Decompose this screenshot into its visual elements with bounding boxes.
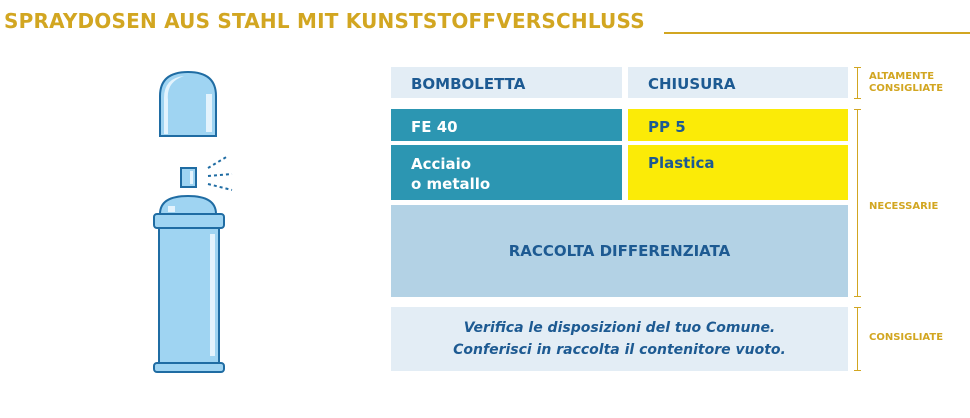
code-pp5: PP 5 [628,109,848,141]
raccolta-differenziata [391,205,848,297]
header-bomboletta: BOMBOLETTA [391,67,622,98]
note-line-1: Verifica le disposizioni del tuo Comune. [463,320,776,336]
header-chiusura: CHIUSURA [628,67,848,98]
note-box [391,307,848,371]
note-line-2: Conferisci in raccolta il contenitore vuoto. [453,342,786,358]
raccolta-label: RACCOLTA DIFFERENZIATA [508,242,731,260]
bracket-necessarie [857,109,864,297]
page-title: SPRAYDOSEN AUS STAHL MIT KUNSTSTOFFVERSCHLUSS [4,9,645,33]
spray-nozzle [181,168,196,187]
label-consigliate-top: CONSIGLIATE [869,83,944,94]
bracket-consigliate [857,307,864,371]
label-altamente: ALTAMENTE [869,71,935,82]
material-acciaio-line1: Acciaio [411,155,472,173]
label-consigliate: CONSIGLIATE [869,332,944,343]
label-altamente-consigliate [869,71,943,95]
material-plastica: Plastica [628,145,848,200]
spray-can-icon [140,68,250,378]
code-fe40: FE 40 [391,109,622,141]
title-underline [664,32,970,34]
material-acciaio-line2: o metallo [411,175,491,193]
material-acciaio [391,145,622,200]
bracket-altamente [857,67,864,99]
label-necessarie: NECESSARIE [869,201,939,212]
